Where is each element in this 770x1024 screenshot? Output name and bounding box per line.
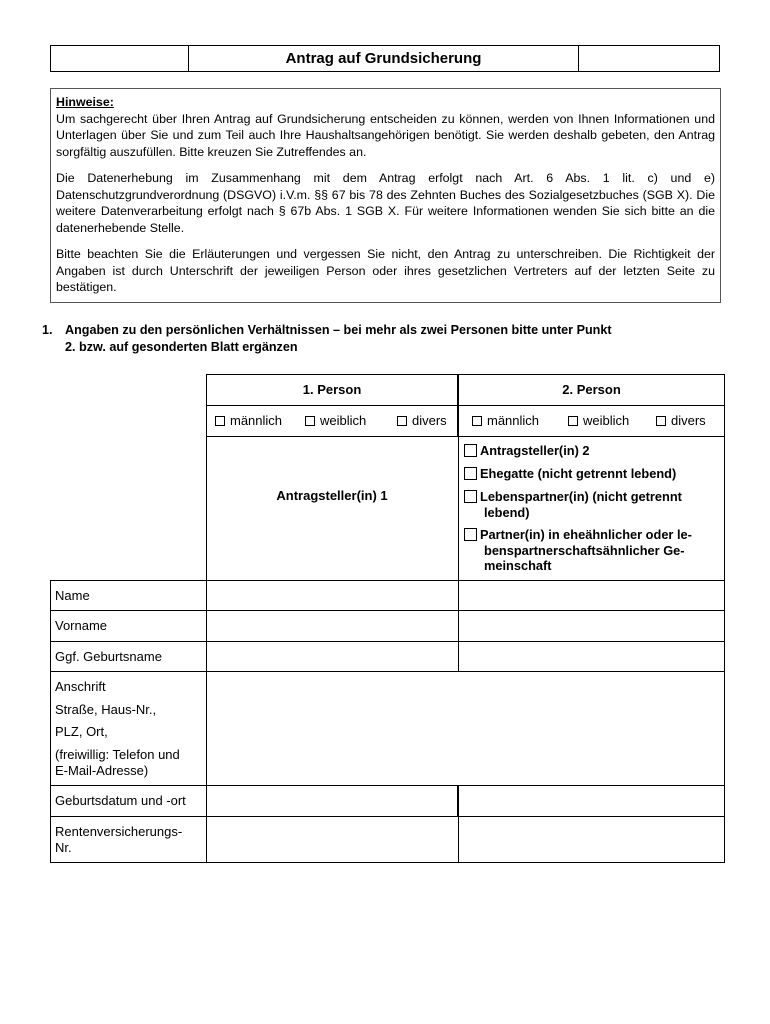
option-label: männlich	[230, 413, 283, 428]
p2-gender-male[interactable]	[472, 413, 539, 429]
checkbox-icon[interactable]	[656, 416, 666, 426]
option-label: männlich	[487, 413, 540, 428]
option-label: divers	[412, 413, 447, 428]
person-2-header: 2. Person	[562, 382, 621, 397]
hinweise-paragraph-3: Bitte beachten Sie die Erläuterungen und vergessen Sie nicht, den Antrag zu unterschreiben. Die Richtigkeit der Angaben ist durch Unterschrift der jeweiligen Person oder ihres gesetzlichen Vertreters auf der letzten Seite zu bestätigen.	[56, 247, 715, 294]
role-label-cont: lebend)	[484, 504, 530, 520]
person-1-header: 1. Person	[302, 382, 362, 397]
hinweise-box	[50, 88, 721, 303]
p1-rentenvers-input[interactable]	[207, 817, 457, 862]
header-right-field[interactable]	[579, 46, 719, 71]
checkbox-icon[interactable]	[464, 528, 477, 541]
row-label-geburtsname: Ggf. Geburtsname	[55, 649, 162, 664]
row-label-rentenvers-1: Rentenversicherungs-	[55, 824, 183, 839]
checkbox-icon[interactable]	[397, 416, 407, 426]
checkbox-icon[interactable]	[464, 444, 477, 457]
section-heading-line-1: Angaben zu den persönlichen Verhältnissen – bei mehr als zwei Personen bitte unter Punkt	[65, 323, 612, 337]
p2-role-lebenspartner[interactable]	[464, 489, 726, 520]
anschrift-input[interactable]	[207, 672, 724, 785]
row-label-rentenvers-2: Nr.	[55, 840, 72, 855]
row-label-strasse: Straße, Haus-Nr.,	[55, 702, 157, 717]
p1-gender-female[interactable]	[305, 413, 366, 429]
p2-rentenvers-input[interactable]	[459, 817, 724, 862]
hinweise-title: Hinweise:	[56, 95, 114, 109]
row-label-freiwillig-2: E-Mail-Adresse)	[55, 763, 149, 778]
section-1-heading	[42, 322, 732, 356]
checkbox-icon[interactable]	[464, 467, 477, 480]
role-label: Antragsteller(in) 2	[480, 443, 590, 458]
section-heading-line-2: 2. bzw. auf gesonderten Blatt ergänzen	[65, 340, 298, 354]
p1-gender-diverse[interactable]	[397, 413, 447, 429]
p2-geburtsname-input[interactable]	[459, 642, 724, 671]
grid-line	[457, 785, 459, 816]
grid-line	[50, 862, 725, 863]
page-title: Antrag auf Grundsicherung	[189, 46, 579, 71]
p1-name-input[interactable]	[207, 581, 457, 610]
option-label: divers	[671, 413, 706, 428]
p2-role-partner[interactable]	[464, 527, 726, 574]
row-label-vorname: Vorname	[55, 618, 108, 633]
checkbox-icon[interactable]	[305, 416, 315, 426]
header-left-field[interactable]	[51, 46, 189, 71]
person-1-role: Antragsteller(in) 1	[276, 488, 388, 503]
checkbox-icon[interactable]	[464, 490, 477, 503]
row-label-name: Name	[55, 588, 90, 603]
row-label-anschrift: Anschrift	[55, 679, 106, 694]
p1-gender-male[interactable]	[215, 413, 282, 429]
role-label-cont: meinschaft	[484, 558, 552, 573]
p1-vorname-input[interactable]	[207, 611, 457, 641]
row-label-freiwillig-1: (freiwillig: Telefon und	[55, 747, 180, 762]
p2-vorname-input[interactable]	[459, 611, 724, 641]
p1-geburtsdatum-input[interactable]	[207, 786, 457, 816]
row-label-plz: PLZ, Ort,	[55, 724, 108, 739]
grid-line	[50, 580, 51, 862]
p2-gender-diverse[interactable]	[656, 413, 706, 429]
option-label: weiblich	[320, 413, 367, 428]
role-label: Ehegatte (nicht getrennt lebend)	[480, 466, 677, 481]
p2-name-input[interactable]	[459, 581, 724, 610]
role-label-cont: benspartnerschaftsähnlicher Ge-	[484, 542, 685, 558]
p2-gender-female[interactable]	[568, 413, 629, 429]
role-label: Partner(in) in eheähnlicher oder le-	[480, 527, 692, 542]
option-label: weiblich	[583, 413, 630, 428]
p1-geburtsname-input[interactable]	[207, 642, 457, 671]
p2-role-ehegatte[interactable]	[464, 466, 726, 482]
row-label-geburtsdatum: Geburtsdatum und -ort	[55, 793, 186, 808]
grid-line	[206, 374, 725, 375]
checkbox-icon[interactable]	[568, 416, 578, 426]
checkbox-icon[interactable]	[215, 416, 225, 426]
section-number: 1.	[42, 323, 53, 337]
form-header	[50, 45, 720, 72]
grid-line	[206, 405, 725, 406]
grid-line	[206, 436, 725, 437]
role-label: Lebenspartner(in) (nicht getrennt	[480, 489, 682, 504]
p2-role-antragsteller[interactable]	[464, 443, 726, 459]
checkbox-icon[interactable]	[472, 416, 482, 426]
p2-geburtsdatum-input[interactable]	[460, 786, 724, 816]
hinweise-paragraph-1: Um sachgerecht über Ihren Antrag auf Grundsicherung entscheiden zu können, werden von Ihnen Informationen und Unterlagen über Sie und zum Teil auch Ihre Haushaltsangehörigen benötigt. Sie werden deshalb gebeten, den Antrag sorgfältig auszufüllen. Bitte kreuzen Sie Zutreffendes an.	[56, 111, 715, 159]
hinweise-paragraph-2: Die Datenerhebung im Zusammenhang mit dem Antrag erfolgt nach Art. 6 Abs. 1 lit. c) und e) Datenschutzgrundverordnung (DSGVO) i.V.m. §§ 67 bis 78 des Zehnten Buches des Sozialgesetzbuches (SGB X). Die weitere Datenverarbeitung erfolgt nach § 67b Abs. 1 SGB X. Für weitere Informationen wenden Sie sich bitte an die datenerhebende Stelle.	[56, 171, 715, 235]
